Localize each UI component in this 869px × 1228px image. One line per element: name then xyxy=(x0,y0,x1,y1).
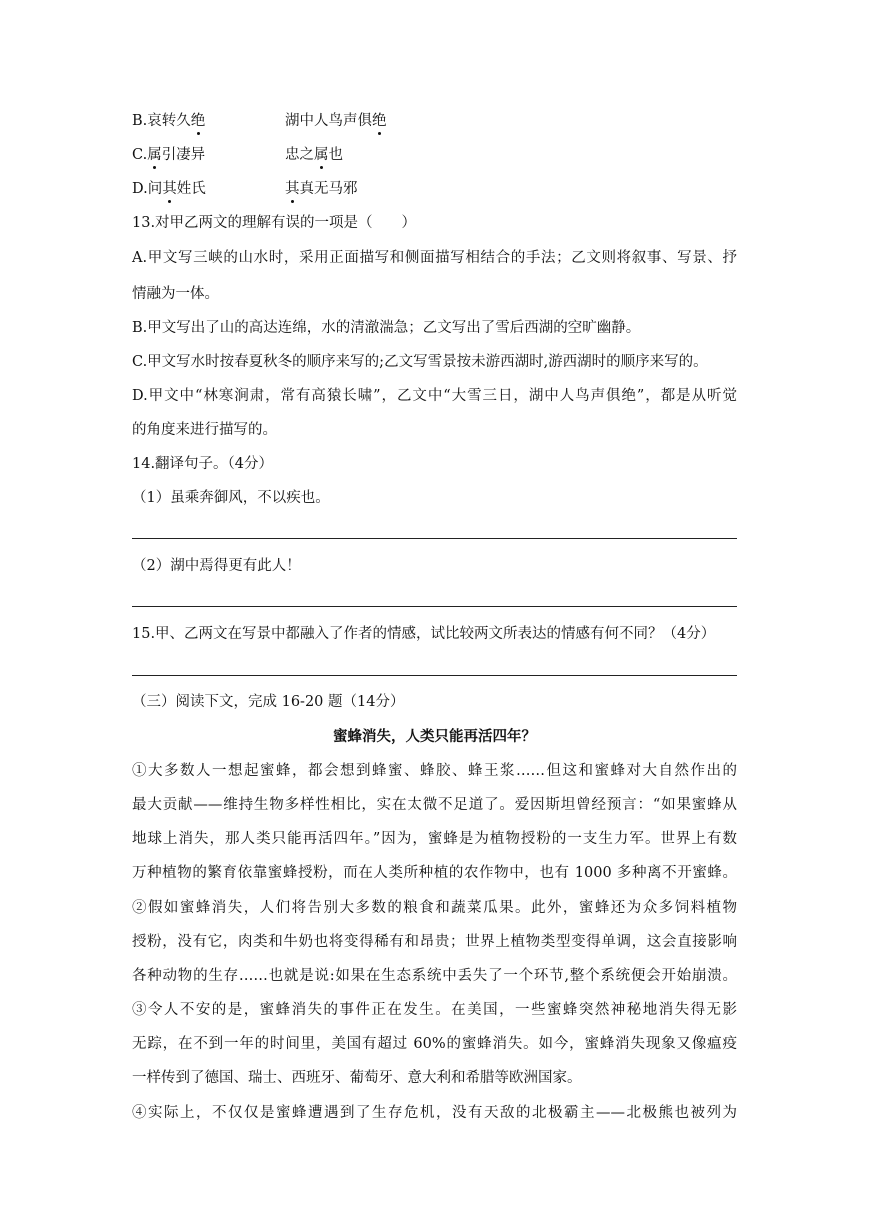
option-b-left: B.哀转久绝 xyxy=(132,113,206,129)
q13-option-a-line1: A.甲文写三峡的山水时，采用正面描写和侧面描写相结合的手法；乙文则将叙事、写景、抒 xyxy=(132,250,737,266)
option-d-left: D.问其姓氏 xyxy=(132,181,206,197)
article-p3-line1: ③令人不安的是，蜜蜂消失的事件正在发生。在美国，一些蜜蜂突然神秘地消失得无影 xyxy=(132,1002,737,1018)
q13-option-d-line2: 的角度来进行描写的。 xyxy=(132,422,277,438)
q14-stem: 14.翻译句子。（4分） xyxy=(132,456,274,472)
article-p4-line1: ④实际上，不仅仅是蜜蜂遭遇到了生存危机，没有天敌的北极霸主——北极熊也被列为 xyxy=(132,1105,737,1121)
option-c-right: 忠之属也 xyxy=(285,147,343,163)
q14-answer-line-2 xyxy=(132,606,737,607)
article-p1-line4: 万种植物的繁育依靠蜜蜂授粉，而在人类所种植的农作物中，也有 1000 多种离不开蜜蜂。 xyxy=(132,865,737,881)
q13-stem: 13.对甲乙两文的理解有误的一项是（ ） xyxy=(132,215,417,231)
q13-option-a-line2: 情融为一体。 xyxy=(132,286,219,302)
article-p1-line3: 地球上消失，那人类只能再活四年。”因为，蜜蜂是为植物授粉的一支生力军。世界上有数 xyxy=(132,831,737,847)
q14-answer-line-1 xyxy=(132,538,737,539)
q14-sentence-1: （1）虽乘奔御风，不以疾也。 xyxy=(132,490,330,506)
article-p2-line3: 各种动物的生存……也就是说:如果在生态系统中丢失了一个环节,整个系统便会开始崩溃。 xyxy=(132,968,737,984)
article-p2-line2: 授粉，没有它，肉类和牛奶也将变得稀有和昂贵；世界上植物类型变得单调，这会直接影响 xyxy=(132,934,737,950)
article-title: 蜜蜂消失，人类只能再活四年？ xyxy=(333,728,536,745)
article-p1-line1: ①大多数人一想起蜜蜂，都会想到蜂蜜、蜂胶、蜂王浆……但这和蜜蜂对大自然作出的 xyxy=(132,763,737,779)
section3-heading: （三）阅读下文，完成 16-20 题（14分） xyxy=(132,694,405,710)
article-p3-line2: 无踪，在不到一年的时间里，美国有超过 60%的蜜蜂消失。如今，蜜蜂消失现象又像瘟疫 xyxy=(132,1036,737,1052)
article-p3-line3: 一样传到了德国、瑞士、西班牙、葡萄牙、意大利和希腊等欧洲国家。 xyxy=(132,1070,582,1086)
article-p2-line1: ②假如蜜蜂消失，人们将告别大多数的粮食和蔬菜瓜果。此外，蜜蜂还为众多饲料植物 xyxy=(132,900,737,916)
article-p1-line2: 最大贡献——维持生物多样性相比，实在太微不足道了。爱因斯坦曾经预言：“如果蜜蜂从 xyxy=(132,797,737,813)
q14-sentence-2: （2）湖中焉得更有此人！ xyxy=(132,558,301,574)
q13-option-b: B.甲文写出了山的高达连绵，水的清澈湍急；乙文写出了雪后西湖的空旷幽静。 xyxy=(132,320,641,336)
q13-option-d-line1: D.甲文中“林寒涧肃，常有高猿长啸”，乙文中“大雪三日，湖中人鸟声俱绝”，都是从听觉 xyxy=(132,388,737,404)
q15-stem: 15.甲、乙两文在写景中都融入了作者的情感，试比较两文所表达的情感有何不同？（4分） xyxy=(132,626,716,642)
option-c-left: C.属引凄异 xyxy=(132,147,206,163)
option-d-right: 其真无马邪 xyxy=(285,181,358,197)
q13-option-c: C.甲文写水时按春夏秋冬的顺序来写的;乙文写雪景按未游西湖时,游西湖时的顺序来写的。 xyxy=(132,354,708,370)
q15-answer-line xyxy=(132,675,737,676)
option-b-right: 湖中人鸟声俱绝 xyxy=(285,113,387,129)
